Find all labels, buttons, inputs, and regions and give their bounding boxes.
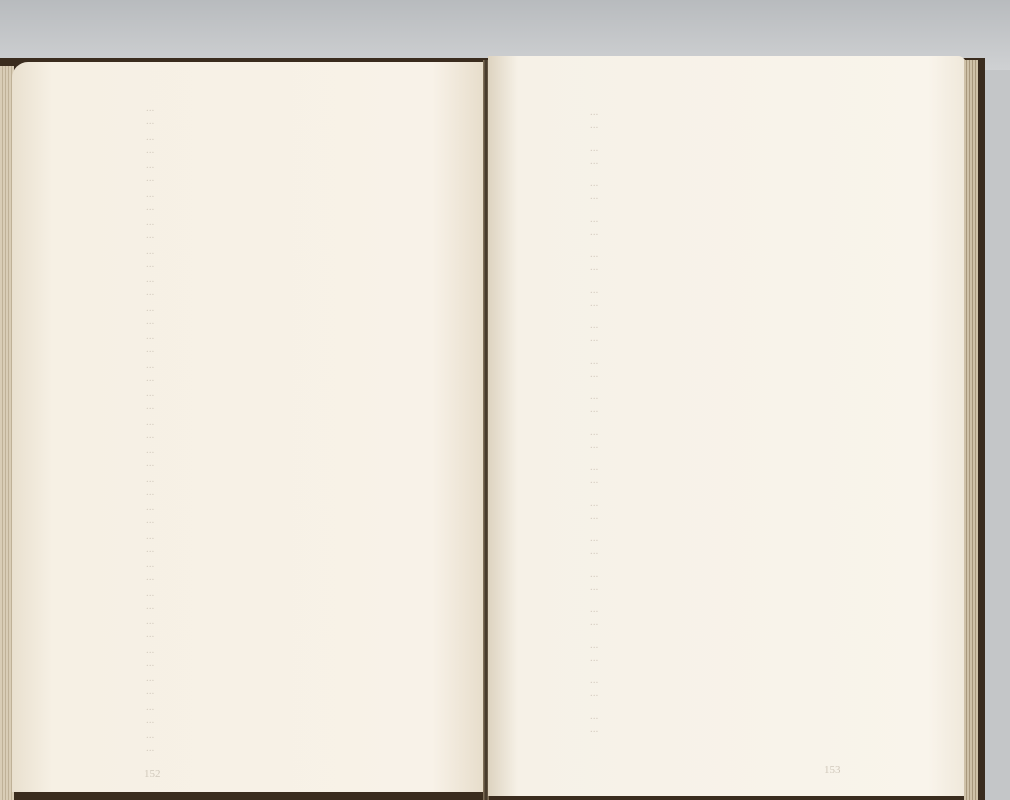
entry-text-line: ... (146, 486, 155, 498)
entry-text-line: ... (146, 344, 155, 355)
text-entry (146, 273, 154, 299)
text-entry (146, 216, 154, 242)
text-entry (590, 674, 598, 700)
entry-text-line: ... (146, 429, 155, 441)
text-entry (146, 615, 154, 641)
entry-text-line: ... (590, 355, 599, 367)
text-entry (590, 248, 598, 274)
entry-text-line: ... (590, 675, 599, 686)
text-entry (146, 587, 154, 613)
entry-text-line: ... (590, 226, 599, 238)
entry-text-line: ... (590, 368, 599, 380)
text-entry (146, 188, 154, 214)
entry-text-line: ... (590, 213, 599, 225)
entry-text-line: ... (590, 191, 599, 202)
entry-text-line: ... (146, 543, 155, 555)
text-entry (146, 387, 154, 413)
text-entry (590, 497, 598, 523)
text-entry (590, 603, 598, 629)
entry-text-line: ... (146, 302, 155, 314)
entry-text-line: ... (590, 546, 599, 557)
text-entry (146, 701, 154, 727)
text-entry (590, 532, 598, 558)
entry-text-line: ... (146, 131, 155, 143)
entry-text-line: ... (146, 287, 155, 298)
entry-text-line: ... (146, 388, 155, 399)
text-entry (590, 710, 598, 736)
entry-text-line: ... (146, 445, 155, 456)
entry-text-line: ... (146, 458, 155, 469)
entry-text-line: ... (590, 426, 599, 438)
entry-text-line: ... (590, 155, 599, 167)
entry-text-line: ... (146, 572, 155, 583)
entry-text-line: ... (146, 201, 155, 213)
entry-text-line: ... (146, 559, 155, 570)
entry-text-line: ... (146, 600, 155, 612)
entry-text-line: ... (146, 673, 155, 684)
entry-text-line: ... (146, 116, 155, 127)
entry-text-line: ... (146, 502, 155, 513)
entry-text-line: ... (146, 701, 155, 713)
entry-text-line: ... (590, 391, 599, 402)
text-entry (590, 355, 598, 381)
text-entry (590, 390, 598, 416)
entry-text-line: ... (146, 188, 155, 200)
entry-text-line: ... (146, 686, 155, 697)
entry-text-line: ... (146, 629, 155, 640)
right-page (488, 56, 966, 796)
text-entry (590, 213, 598, 239)
text-entry (146, 729, 154, 755)
entry-text-line: ... (146, 217, 155, 228)
entry-text-line: ... (146, 401, 155, 412)
entry-text-line: ... (590, 639, 599, 651)
right-page-entry-list (488, 56, 966, 796)
text-entry (146, 159, 154, 185)
text-entry (146, 558, 154, 584)
entry-text-line: ... (590, 462, 599, 473)
text-entry (146, 416, 154, 442)
entry-text-line: ... (590, 284, 599, 296)
entry-text-line: ... (590, 581, 599, 593)
entry-text-line: ... (146, 657, 155, 669)
entry-text-line: ... (146, 743, 155, 754)
entry-text-line: ... (590, 333, 599, 344)
entry-text-line: ... (146, 103, 155, 114)
entry-text-line: ... (146, 258, 155, 270)
entry-text-line: ... (590, 142, 599, 154)
entry-text-line: ... (146, 160, 155, 171)
text-entry (590, 177, 598, 203)
entry-text-line: ... (590, 533, 599, 544)
entry-text-line: ... (146, 359, 155, 371)
text-entry (146, 330, 154, 356)
entry-text-line: ... (590, 262, 599, 273)
text-entry (590, 106, 598, 132)
left-page (12, 62, 484, 792)
entry-text-line: ... (146, 315, 155, 327)
text-entry (146, 644, 154, 670)
entry-text-line: ... (590, 604, 599, 615)
entry-text-line: ... (146, 416, 155, 428)
text-entry (146, 131, 154, 157)
entry-text-line: ... (590, 617, 599, 628)
text-entry (146, 102, 154, 128)
entry-text-line: ... (590, 404, 599, 415)
entry-text-line: ... (146, 274, 155, 285)
entry-text-line: ... (146, 331, 155, 342)
entry-text-line: ... (146, 144, 155, 156)
entry-text-line: ... (590, 510, 599, 522)
text-entry (590, 639, 598, 665)
text-entry (146, 473, 154, 499)
entry-text-line: ... (146, 616, 155, 627)
entry-text-line: ... (590, 710, 599, 722)
entry-text-line: ... (590, 107, 599, 118)
entry-text-line: ... (146, 473, 155, 485)
text-entry (590, 142, 598, 168)
text-entry (146, 530, 154, 556)
entry-text-line: ... (146, 587, 155, 599)
entry-text-line: ... (146, 530, 155, 542)
text-entry (590, 319, 598, 345)
entry-text-line: ... (146, 372, 155, 384)
text-entry (146, 501, 154, 527)
entry-text-line: ... (146, 173, 155, 184)
entry-text-line: ... (590, 297, 599, 309)
text-entry (590, 284, 598, 310)
entry-text-line: ... (590, 723, 599, 735)
entry-text-line: ... (146, 245, 155, 257)
text-entry (146, 245, 154, 271)
left-page-entry-list (12, 62, 484, 792)
entry-text-line: ... (146, 714, 155, 726)
text-entry (146, 672, 154, 698)
text-entry (590, 568, 598, 594)
right-page-number: 153 (824, 764, 841, 776)
entry-text-line: ... (590, 178, 599, 189)
entry-text-line: ... (590, 320, 599, 331)
entry-text-line: ... (146, 730, 155, 741)
text-entry (146, 444, 154, 470)
entry-text-line: ... (590, 688, 599, 699)
entry-text-line: ... (146, 230, 155, 241)
entry-text-line: ... (590, 249, 599, 260)
entry-text-line: ... (590, 120, 599, 131)
entry-text-line: ... (590, 652, 599, 664)
left-page-number: 152 (144, 768, 161, 780)
entry-text-line: ... (590, 475, 599, 486)
right-page-edges (964, 60, 978, 800)
entry-text-line: ... (146, 644, 155, 656)
text-entry (590, 461, 598, 487)
text-entry (146, 359, 154, 385)
entry-text-line: ... (590, 439, 599, 451)
text-entry (146, 302, 154, 328)
entry-text-line: ... (146, 515, 155, 526)
text-entry (590, 426, 598, 452)
entry-text-line: ... (590, 568, 599, 580)
entry-text-line: ... (590, 497, 599, 509)
